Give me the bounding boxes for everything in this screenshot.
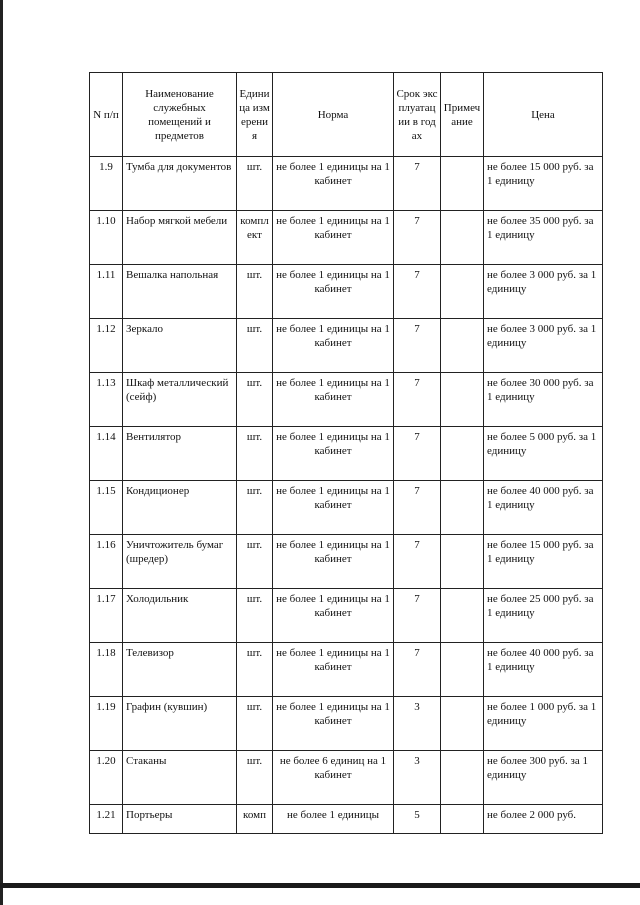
table-row [90,697,603,751]
header-term: Срок эксплуатации в годах [394,73,441,157]
row-term: 7 [394,373,441,427]
row-norm: не более 6 единиц на 1 кабинет [273,751,394,805]
row-note [441,373,484,427]
row-price: не более 40 000 руб. за 1 единицу [484,643,603,697]
row-item-name: Графин (кувшин) [123,697,237,751]
row-item-name: Портьеры [123,805,237,834]
row-price: не более 5 000 руб. за 1 единицу [484,427,603,481]
row-number: 1.9 [90,157,123,211]
row-price: не более 2 000 руб. [484,805,603,834]
row-note [441,265,484,319]
row-item-name: Холодильник [123,589,237,643]
row-norm: не более 1 единицы [273,805,394,834]
header-num: N п/п [90,73,123,157]
row-norm: не более 1 единицы на 1 кабинет [273,481,394,535]
row-number: 1.11 [90,265,123,319]
row-unit: шт. [237,643,273,697]
row-number: 1.17 [90,589,123,643]
row-price: не более 300 руб. за 1 единицу [484,751,603,805]
row-note [441,643,484,697]
table-row [90,319,603,373]
header-name: Наименование служебных помещений и предметов [123,73,237,157]
table-row [90,427,603,481]
table-row [90,481,603,535]
row-term: 3 [394,751,441,805]
row-unit: шт. [237,697,273,751]
row-term: 7 [394,211,441,265]
row-term: 7 [394,481,441,535]
row-norm: не более 1 единицы на 1 кабинет [273,319,394,373]
row-term: 7 [394,535,441,589]
row-note [441,805,484,834]
row-item-name: Набор мягкой мебели [123,211,237,265]
row-norm: не более 1 единицы на 1 кабинет [273,535,394,589]
row-unit: шт. [237,535,273,589]
header-price: Цена [484,73,603,157]
scan-left-edge [0,0,3,905]
row-term: 7 [394,643,441,697]
row-unit: шт. [237,265,273,319]
table-row [90,805,603,834]
row-price: не более 35 000 руб. за 1 единицу [484,211,603,265]
row-item-name: Зеркало [123,319,237,373]
row-price: не более 15 000 руб. за 1 единицу [484,157,603,211]
table-row [90,157,603,211]
row-unit: шт. [237,319,273,373]
row-unit: шт. [237,751,273,805]
row-number: 1.21 [90,805,123,834]
scan-bottom-edge [0,883,640,888]
row-unit: шт. [237,157,273,211]
norms-table [89,72,603,834]
row-unit: шт. [237,373,273,427]
row-norm: не более 1 единицы на 1 кабинет [273,373,394,427]
row-number: 1.14 [90,427,123,481]
row-norm: не более 1 единицы на 1 кабинет [273,427,394,481]
row-price: не более 40 000 руб. за 1 единицу [484,481,603,535]
row-item-name: Тумба для документов [123,157,237,211]
row-note [441,481,484,535]
table-row [90,211,603,265]
row-note [441,157,484,211]
row-price: не более 3 000 руб. за 1 единицу [484,319,603,373]
row-norm: не более 1 единицы на 1 кабинет [273,157,394,211]
row-price: не более 25 000 руб. за 1 единицу [484,589,603,643]
row-price: не более 3 000 руб. за 1 единицу [484,265,603,319]
row-number: 1.16 [90,535,123,589]
row-number: 1.18 [90,643,123,697]
row-unit: шт. [237,427,273,481]
row-number: 1.12 [90,319,123,373]
row-number: 1.10 [90,211,123,265]
table-row [90,535,603,589]
row-number: 1.15 [90,481,123,535]
row-item-name: Шкаф металлический (сейф) [123,373,237,427]
row-item-name: Телевизор [123,643,237,697]
header-norm: Норма [273,73,394,157]
row-unit: шт. [237,481,273,535]
row-number: 1.13 [90,373,123,427]
row-price: не более 1 000 руб. за 1 единицу [484,697,603,751]
table-row [90,373,603,427]
row-note [441,319,484,373]
table-body [90,157,603,834]
row-term: 7 [394,265,441,319]
row-note [441,697,484,751]
row-price: не более 15 000 руб. за 1 единицу [484,535,603,589]
row-note [441,535,484,589]
row-price: не более 30 000 руб. за 1 единицу [484,373,603,427]
row-number: 1.19 [90,697,123,751]
row-term: 7 [394,427,441,481]
header-note: Примечание [441,73,484,157]
row-unit: шт. [237,589,273,643]
row-norm: не более 1 единицы на 1 кабинет [273,697,394,751]
row-unit: комп [237,805,273,834]
row-unit: комплект [237,211,273,265]
row-term: 3 [394,697,441,751]
row-number: 1.20 [90,751,123,805]
row-item-name: Стаканы [123,751,237,805]
table-row [90,643,603,697]
table-row [90,751,603,805]
row-item-name: Вентилятор [123,427,237,481]
row-item-name: Вешалка напольная [123,265,237,319]
row-note [441,211,484,265]
row-item-name: Кондиционер [123,481,237,535]
row-note [441,751,484,805]
table-row [90,589,603,643]
row-norm: не более 1 единицы на 1 кабинет [273,211,394,265]
row-norm: не более 1 единицы на 1 кабинет [273,589,394,643]
row-norm: не более 1 единицы на 1 кабинет [273,265,394,319]
row-term: 7 [394,319,441,373]
row-note [441,589,484,643]
table-row [90,265,603,319]
row-term: 5 [394,805,441,834]
header-unit: Единица измерения [237,73,273,157]
row-term: 7 [394,157,441,211]
row-note [441,427,484,481]
table-header-row [90,73,603,157]
row-term: 7 [394,589,441,643]
row-norm: не более 1 единицы на 1 кабинет [273,643,394,697]
row-item-name: Уничтожитель бумаг (шредер) [123,535,237,589]
